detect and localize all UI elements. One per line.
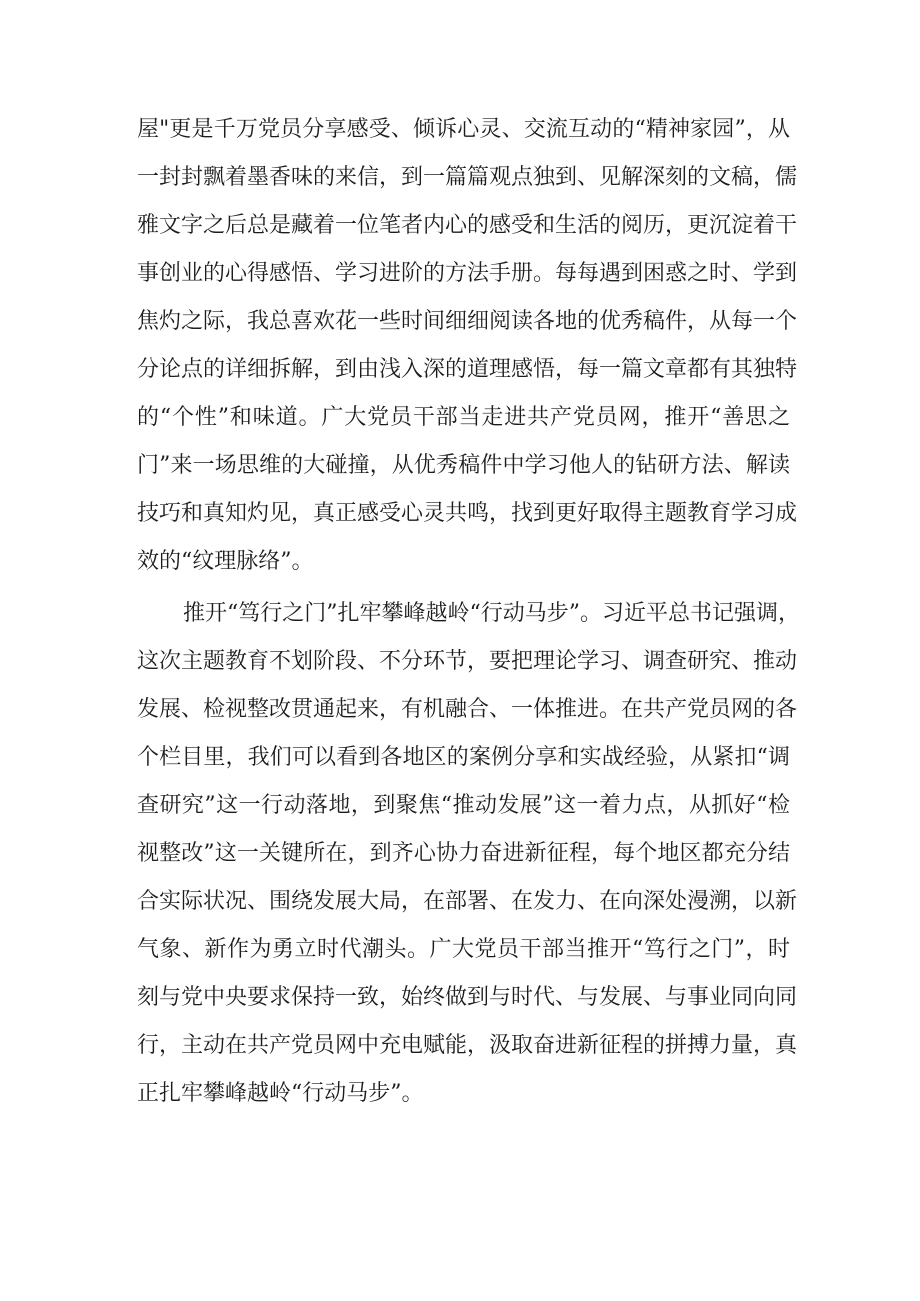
paragraph-1-line-8: 门”来一场思维的大碰撞，从优秀稿件中学习他人的钻研方法、解读 [137,453,790,478]
paragraph-2-line-5: 查研究”这一行动落地，到聚焦“推动发展”这一着力点，从抓好“检 [137,793,790,818]
paragraph-2-line-3: 发展、检视整改贯通起来，有机融合、一体推进。在共产党员网的各 [137,697,798,722]
paragraph-1-line-5: 焦灼之际，我总喜欢花一些时间细细阅读各地的优秀稿件，从每一个 [137,309,798,334]
paragraph-1-line-2: 一封封飘着墨香味的来信，到一篇篇观点独到、见解深刻的文稿，儒 [137,165,798,190]
paragraph-2 [137,590,800,1118]
paragraph-1-line-3: 雅文字之后总是藏着一位笔者内心的感受和生活的阅历，更沉淀着干 [137,213,798,238]
paragraph-1-line-7: 的“个性”和味道。广大党员干部当走进共产党员网，推开“善思之 [137,405,790,430]
paragraph-2-line-4: 个栏目里，我们可以看到各地区的案例分享和实战经验，从紧扣“调 [137,745,790,770]
paragraph-2-line-1: 推开“笃行之门”扎牢攀峰越岭“行动马步”。习近平总书记强调， [183,601,800,626]
paragraph-1-line-10: 效的“纹理脉络”。 [137,549,314,574]
paragraph-1 [137,106,798,586]
paragraph-1-line-9: 技巧和真知灼见，真正感受心灵共鸣，找到更好取得主题教育学习成 [137,501,798,526]
paragraph-1-line-4: 事创业的心得感悟、学习进阶的方法手册。每每遇到困惑之时、学到 [137,261,798,286]
paragraph-2-line-6: 视整改”这一关键所在，到齐心协力奋进新征程，每个地区都充分结 [137,841,790,866]
paragraph-2-line-9: 刻与党中央要求保持一致，始终做到与时代、与发展、与事业同向同 [137,985,798,1010]
paragraph-2-line-2: 这次主题教育不划阶段、不分环节，要把理论学习、调查研究、推动 [137,649,798,674]
paragraph-2-line-11: 正扎牢攀峰越岭“行动马步”。 [137,1081,424,1106]
paragraph-2-line-8: 气象、新作为勇立时代潮头。广大党员干部当推开“笃行之门”，时 [137,937,790,962]
paragraph-2-line-10: 行，主动在共产党员网中充电赋能，汲取奋进新征程的拼搏力量，真 [137,1033,798,1058]
paragraph-2-line-7: 合实际状况、围绕发展大局，在部署、在发力、在向深处漫溯，以新 [137,889,798,914]
paragraph-1-line-6: 分论点的详细拆解，到由浅入深的道理感悟，每一篇文章都有其独特 [137,357,798,382]
paragraph-1-line-1: 屋"更是千万党员分享感受、倾诉心灵、交流互动的“精神家园”，从 [137,117,790,142]
